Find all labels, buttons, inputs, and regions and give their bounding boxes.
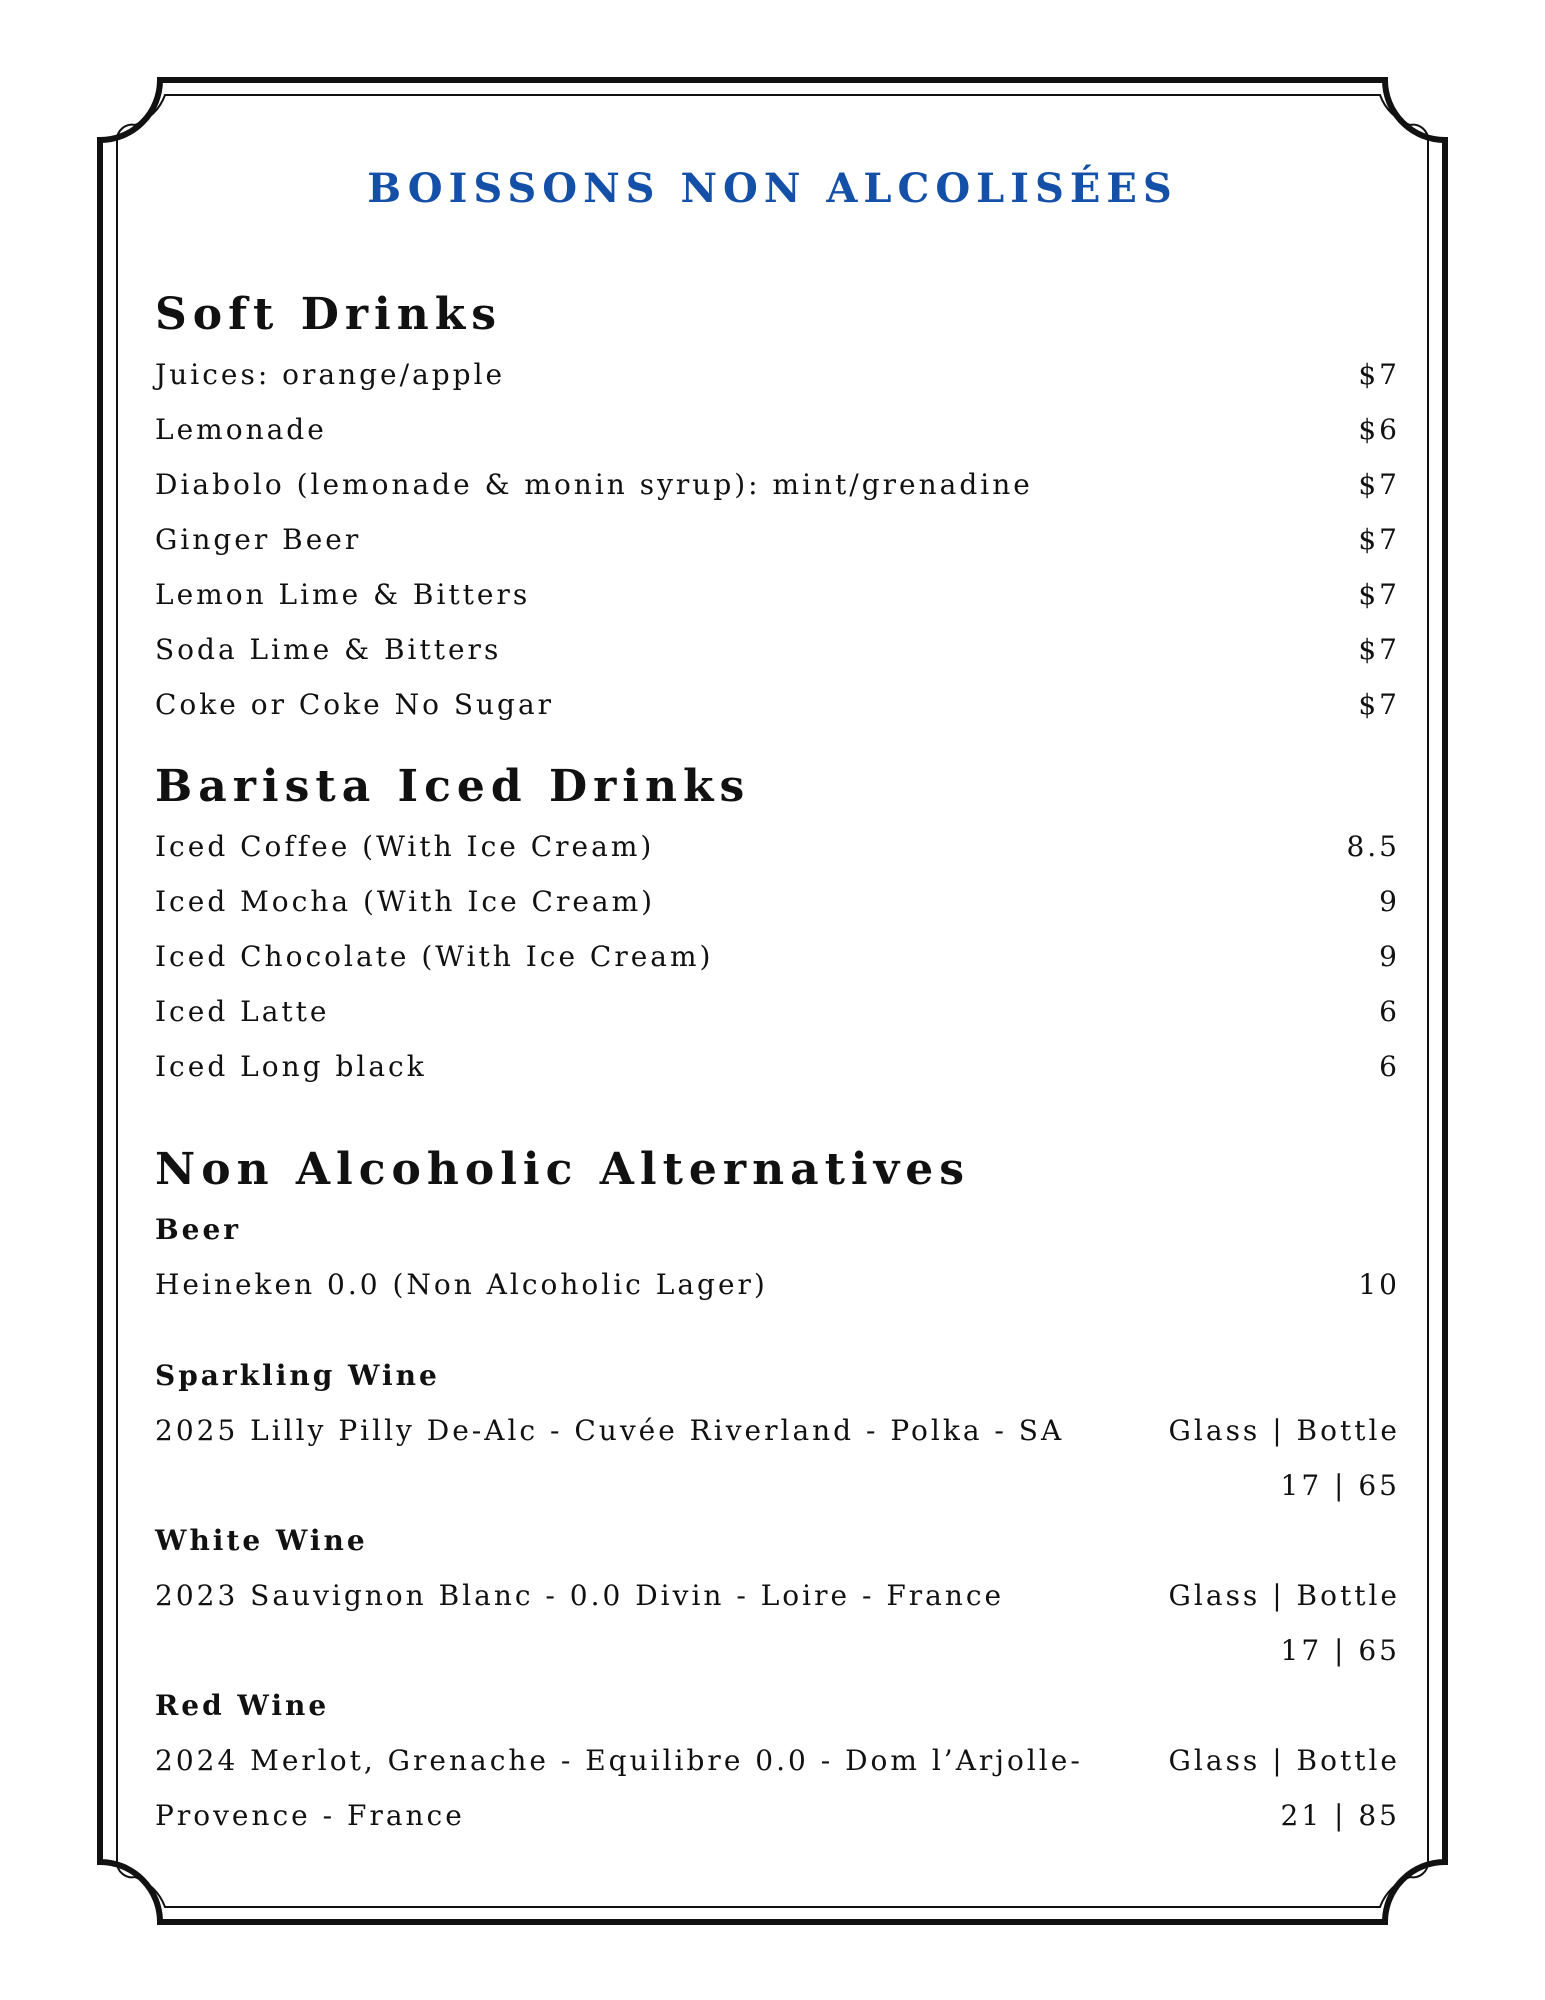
item-price: $7 (1358, 358, 1400, 391)
section-title-non-alcoholic: Non Alcoholic Alternatives (155, 1144, 970, 1195)
item-price: 9 (1379, 885, 1400, 918)
barista-section (155, 757, 1400, 1094)
item-price: 6 (1379, 1050, 1400, 1083)
subsection-white-wine: White Wine (155, 1524, 368, 1557)
list-item (155, 984, 1400, 1039)
item-price: 6 (1379, 995, 1400, 1028)
list-item (155, 1039, 1400, 1094)
item-name: Heineken 0.0 (Non Alcoholic Lager) (155, 1268, 768, 1301)
item-price: $6 (1358, 413, 1400, 446)
item-name: Diabolo (lemonade & monin syrup): mint/grenadine (155, 468, 1033, 501)
item-name: Juices: orange/apple (155, 358, 506, 391)
item-price: $7 (1358, 633, 1400, 666)
item-name: Coke or Coke No Sugar (155, 688, 555, 721)
item-name: Lemon Lime & Bitters (155, 578, 531, 611)
list-item (155, 457, 1400, 512)
subsection-red-wine: Red Wine (155, 1689, 330, 1722)
list-item (155, 1568, 1400, 1678)
item-price: 10 (1358, 1268, 1400, 1301)
item-price: 8.5 (1346, 830, 1400, 863)
item-price: $7 (1358, 523, 1400, 556)
price-label: Glass | Bottle (1168, 1579, 1400, 1612)
page-title: BOISSONS NON ALCOLISÉES (367, 165, 1178, 212)
price-value: 17 | 65 (1280, 1469, 1400, 1502)
item-price (1169, 1403, 1400, 1513)
price-label: Glass | Bottle (1168, 1744, 1400, 1777)
item-price: $7 (1358, 468, 1400, 501)
item-name: Ginger Beer (155, 523, 362, 556)
item-price (1169, 1733, 1400, 1843)
list-item (155, 677, 1400, 732)
item-price: $7 (1358, 688, 1400, 721)
list-item (155, 1257, 1400, 1312)
price-value: 17 | 65 (1280, 1634, 1400, 1667)
item-price (1169, 1568, 1400, 1678)
price-value: 21 | 85 (1280, 1799, 1400, 1832)
list-item (155, 929, 1400, 984)
item-name: 2025 Lilly Pilly De-Alc - Cuvée Riverland - Polka - SA (155, 1414, 1065, 1447)
item-name: Iced Chocolate (With Ice Cream) (155, 940, 714, 973)
item-name: Iced Coffee (With Ice Cream) (155, 830, 655, 863)
list-item (155, 1403, 1400, 1513)
soft-drinks-section (155, 285, 1400, 732)
list-item (155, 567, 1400, 622)
list-item (155, 874, 1400, 929)
item-name: Soda Lime & Bitters (155, 633, 502, 666)
item-name: Iced Latte (155, 995, 330, 1028)
list-item (155, 347, 1400, 402)
item-price: 9 (1379, 940, 1400, 973)
price-label: Glass | Bottle (1168, 1414, 1400, 1447)
subsection-beer: Beer (155, 1213, 242, 1246)
section-title-soft-drinks: Soft Drinks (155, 289, 502, 340)
subsection-sparkling-wine: Sparkling Wine (155, 1359, 440, 1392)
list-item (155, 512, 1400, 567)
item-name: Lemonade (155, 413, 327, 446)
item-name: 2023 Sauvignon Blanc - 0.0 Divin - Loire - France (155, 1579, 1005, 1612)
item-name: Iced Long black (155, 1050, 427, 1083)
item-name: 2024 Merlot, Grenache - Equilibre 0.0 - Dom l’Arjolle- Provence - France (155, 1744, 1083, 1832)
list-item (155, 402, 1400, 457)
list-item (155, 819, 1400, 874)
item-price: $7 (1358, 578, 1400, 611)
list-item (155, 622, 1400, 677)
item-name: Iced Mocha (With Ice Cream) (155, 885, 656, 918)
section-title-barista: Barista Iced Drinks (155, 761, 751, 812)
list-item (155, 1733, 1400, 1843)
non-alcoholic-section (155, 1140, 1400, 1843)
